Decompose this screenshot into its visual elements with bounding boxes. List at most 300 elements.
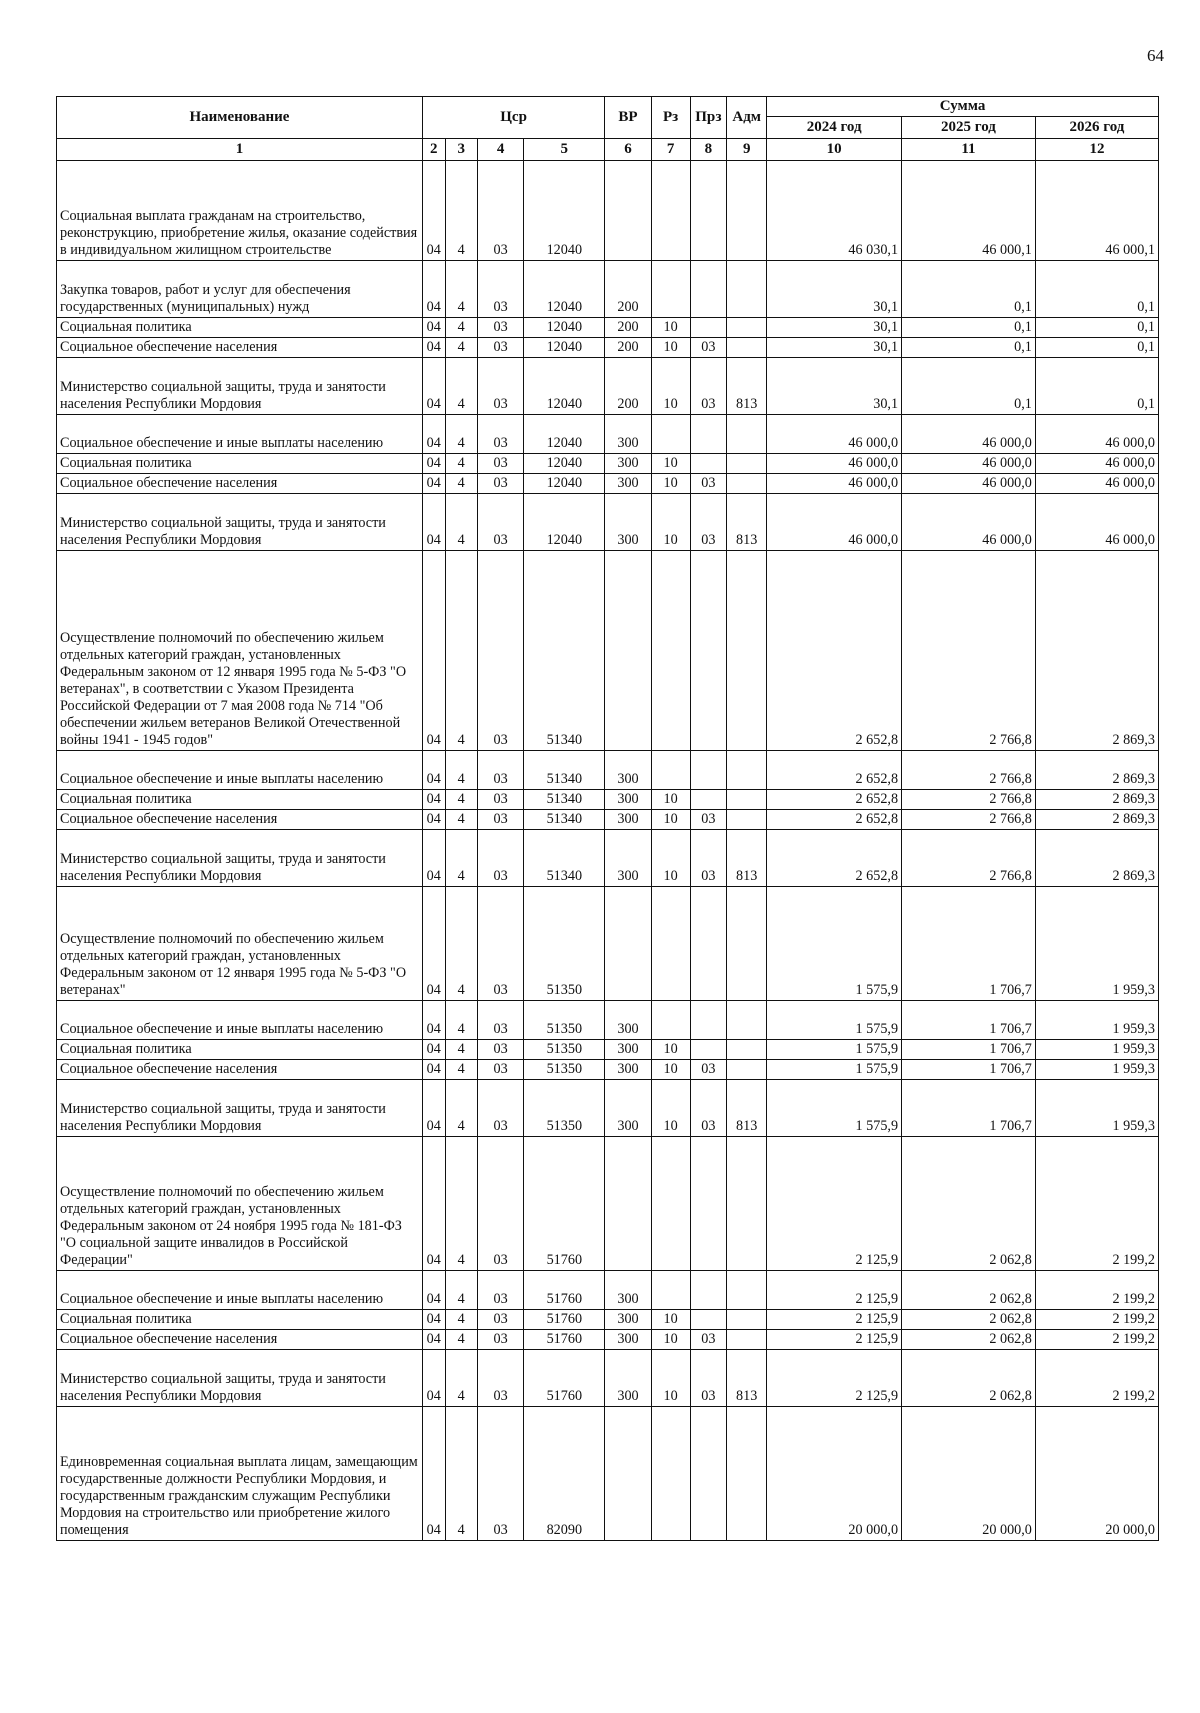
column-number: 8 — [690, 139, 727, 161]
table-row — [57, 887, 1159, 1001]
csr-part-1: 04 — [422, 830, 445, 887]
csr-part-2: 4 — [445, 1271, 477, 1310]
vr-code: 300 — [605, 1350, 651, 1407]
sum-2026: 1 959,3 — [1035, 1060, 1158, 1080]
sum-2026: 1 959,3 — [1035, 1080, 1158, 1137]
prz-code: 03 — [690, 1350, 727, 1407]
table-row — [57, 1001, 1159, 1040]
csr-part-3: 03 — [477, 1040, 523, 1060]
budget-table-body — [57, 161, 1159, 1541]
csr-part-3: 03 — [477, 358, 523, 415]
csr-part-2: 4 — [445, 261, 477, 318]
prz-code — [690, 1040, 727, 1060]
csr-part-2: 4 — [445, 1040, 477, 1060]
prz-code — [690, 415, 727, 454]
adm-code: 813 — [727, 358, 767, 415]
prz-code: 03 — [690, 1330, 727, 1350]
table-row — [57, 338, 1159, 358]
csr-part-1: 04 — [422, 790, 445, 810]
table-row — [57, 494, 1159, 551]
vr-code: 300 — [605, 830, 651, 887]
row-name: Социальное обеспечение и иные выплаты населению — [57, 1271, 423, 1310]
csr-part-4: 12040 — [524, 494, 605, 551]
csr-part-1: 04 — [422, 1407, 445, 1541]
csr-part-2: 4 — [445, 1080, 477, 1137]
rz-code: 10 — [651, 338, 690, 358]
csr-part-4: 51760 — [524, 1330, 605, 1350]
csr-part-4: 12040 — [524, 318, 605, 338]
sum-2026: 0,1 — [1035, 358, 1158, 415]
csr-part-1: 04 — [422, 1001, 445, 1040]
sum-2025: 1 706,7 — [902, 1080, 1036, 1137]
sum-2024: 2 652,8 — [767, 790, 902, 810]
adm-code — [727, 1310, 767, 1330]
rz-code: 10 — [651, 1310, 690, 1330]
row-name: Министерство социальной защиты, труда и занятости населения Республики Мордовия — [57, 358, 423, 415]
table-row — [57, 1350, 1159, 1407]
sum-2024: 46 030,1 — [767, 161, 902, 261]
row-name: Единовременная социальная выплата лицам, замещающим государственные должности Республики Мордовия, и государственным гражданским служащим Республики Мордовия на строительство или приобретение жилого помещения — [57, 1407, 423, 1541]
sum-2025: 46 000,0 — [902, 474, 1036, 494]
rz-code: 10 — [651, 318, 690, 338]
table-row — [57, 161, 1159, 261]
vr-code: 300 — [605, 1040, 651, 1060]
adm-code — [727, 161, 767, 261]
adm-code — [727, 415, 767, 454]
csr-part-2: 4 — [445, 830, 477, 887]
csr-part-3: 03 — [477, 790, 523, 810]
header-adm: Адм — [727, 97, 767, 139]
sum-2025: 2 766,8 — [902, 751, 1036, 790]
sum-2025: 1 706,7 — [902, 887, 1036, 1001]
csr-part-3: 03 — [477, 1271, 523, 1310]
adm-code — [727, 318, 767, 338]
csr-part-4: 51340 — [524, 810, 605, 830]
rz-code: 10 — [651, 1350, 690, 1407]
adm-code — [727, 887, 767, 1001]
csr-part-2: 4 — [445, 494, 477, 551]
rz-code: 10 — [651, 1060, 690, 1080]
csr-part-4: 51760 — [524, 1271, 605, 1310]
csr-part-1: 04 — [422, 1060, 445, 1080]
sum-2026: 46 000,1 — [1035, 161, 1158, 261]
row-name: Социальное обеспечение населения — [57, 810, 423, 830]
column-number: 10 — [767, 139, 902, 161]
rz-code — [651, 1271, 690, 1310]
csr-part-1: 04 — [422, 358, 445, 415]
sum-2025: 2 766,8 — [902, 830, 1036, 887]
csr-part-4: 51350 — [524, 887, 605, 1001]
csr-part-3: 03 — [477, 161, 523, 261]
adm-code — [727, 474, 767, 494]
prz-code: 03 — [690, 474, 727, 494]
sum-2024: 2 125,9 — [767, 1137, 902, 1271]
column-number: 3 — [445, 139, 477, 161]
prz-code — [690, 454, 727, 474]
sum-2025: 1 706,7 — [902, 1040, 1036, 1060]
csr-part-3: 03 — [477, 1060, 523, 1080]
sum-2025: 2 062,8 — [902, 1271, 1036, 1310]
table-row — [57, 358, 1159, 415]
column-number: 2 — [422, 139, 445, 161]
csr-part-1: 04 — [422, 1137, 445, 1271]
vr-code — [605, 887, 651, 1001]
prz-code: 03 — [690, 494, 727, 551]
sum-2025: 46 000,0 — [902, 454, 1036, 474]
adm-code — [727, 751, 767, 790]
column-number: 7 — [651, 139, 690, 161]
sum-2025: 2 062,8 — [902, 1350, 1036, 1407]
row-name: Социальное обеспечение населения — [57, 1330, 423, 1350]
rz-code: 10 — [651, 1330, 690, 1350]
rz-code: 10 — [651, 830, 690, 887]
header-rz: Рз — [651, 97, 690, 139]
row-name: Социальная политика — [57, 1040, 423, 1060]
csr-part-2: 4 — [445, 474, 477, 494]
csr-part-4: 12040 — [524, 454, 605, 474]
csr-part-2: 4 — [445, 1407, 477, 1541]
adm-code: 813 — [727, 1350, 767, 1407]
header-name: Наименование — [57, 97, 423, 139]
rz-code: 10 — [651, 1040, 690, 1060]
sum-2025: 2 766,8 — [902, 790, 1036, 810]
sum-2026: 2 869,3 — [1035, 810, 1158, 830]
table-row — [57, 1060, 1159, 1080]
adm-code — [727, 551, 767, 751]
csr-part-2: 4 — [445, 161, 477, 261]
adm-code — [727, 810, 767, 830]
prz-code: 03 — [690, 358, 727, 415]
column-number: 12 — [1035, 139, 1158, 161]
prz-code — [690, 790, 727, 810]
rz-code: 10 — [651, 358, 690, 415]
table-row — [57, 318, 1159, 338]
csr-part-1: 04 — [422, 1040, 445, 1060]
row-name: Социальное обеспечение населения — [57, 1060, 423, 1080]
sum-2024: 2 652,8 — [767, 751, 902, 790]
sum-2026: 2 869,3 — [1035, 830, 1158, 887]
vr-code: 200 — [605, 358, 651, 415]
sum-2026: 2 199,2 — [1035, 1350, 1158, 1407]
csr-part-4: 51350 — [524, 1040, 605, 1060]
sum-2025: 0,1 — [902, 338, 1036, 358]
sum-2024: 20 000,0 — [767, 1407, 902, 1541]
csr-part-4: 12040 — [524, 261, 605, 318]
vr-code: 300 — [605, 1271, 651, 1310]
rz-code: 10 — [651, 790, 690, 810]
row-name: Социальное обеспечение и иные выплаты населению — [57, 1001, 423, 1040]
csr-part-2: 4 — [445, 887, 477, 1001]
csr-part-2: 4 — [445, 1137, 477, 1271]
prz-code — [690, 1310, 727, 1330]
sum-2024: 46 000,0 — [767, 454, 902, 474]
csr-part-1: 04 — [422, 415, 445, 454]
rz-code — [651, 161, 690, 261]
rz-code: 10 — [651, 494, 690, 551]
row-name: Социальная политика — [57, 790, 423, 810]
sum-2024: 2 125,9 — [767, 1350, 902, 1407]
rz-code — [651, 1001, 690, 1040]
csr-part-2: 4 — [445, 810, 477, 830]
csr-part-2: 4 — [445, 454, 477, 474]
column-number: 9 — [727, 139, 767, 161]
sum-2025: 0,1 — [902, 318, 1036, 338]
rz-code: 10 — [651, 810, 690, 830]
table-row — [57, 1137, 1159, 1271]
row-name: Министерство социальной защиты, труда и занятости населения Республики Мордовия — [57, 1350, 423, 1407]
sum-2026: 1 959,3 — [1035, 1040, 1158, 1060]
csr-part-2: 4 — [445, 1330, 477, 1350]
adm-code — [727, 261, 767, 318]
column-number: 5 — [524, 139, 605, 161]
row-name: Закупка товаров, работ и услуг для обеспечения государственных (муниципальных) нужд — [57, 261, 423, 318]
table-row — [57, 415, 1159, 454]
row-name: Министерство социальной защиты, труда и занятости населения Республики Мордовия — [57, 494, 423, 551]
vr-code: 300 — [605, 1060, 651, 1080]
csr-part-3: 03 — [477, 454, 523, 474]
csr-part-1: 04 — [422, 1330, 445, 1350]
table-row — [57, 551, 1159, 751]
adm-code — [727, 1330, 767, 1350]
sum-2024: 1 575,9 — [767, 1001, 902, 1040]
sum-2026: 46 000,0 — [1035, 474, 1158, 494]
vr-code: 300 — [605, 1080, 651, 1137]
sum-2025: 46 000,1 — [902, 161, 1036, 261]
row-name: Социальное обеспечение населения — [57, 474, 423, 494]
csr-part-3: 03 — [477, 1407, 523, 1541]
prz-code — [690, 751, 727, 790]
adm-code — [727, 1040, 767, 1060]
sum-2025: 20 000,0 — [902, 1407, 1036, 1541]
sum-2024: 2 125,9 — [767, 1271, 902, 1310]
sum-2024: 2 652,8 — [767, 810, 902, 830]
table-row — [57, 790, 1159, 810]
prz-code — [690, 161, 727, 261]
sum-2025: 2 062,8 — [902, 1330, 1036, 1350]
table-row — [57, 1271, 1159, 1310]
csr-part-1: 04 — [422, 887, 445, 1001]
sum-2026: 0,1 — [1035, 338, 1158, 358]
csr-part-1: 04 — [422, 551, 445, 751]
sum-2024: 1 575,9 — [767, 1040, 902, 1060]
csr-part-4: 51340 — [524, 790, 605, 810]
vr-code — [605, 1407, 651, 1541]
sum-2024: 1 575,9 — [767, 1080, 902, 1137]
prz-code — [690, 1001, 727, 1040]
row-name: Социальная политика — [57, 1310, 423, 1330]
sum-2025: 2 062,8 — [902, 1137, 1036, 1271]
rz-code — [651, 751, 690, 790]
budget-table — [56, 96, 1159, 1541]
table-row — [57, 1040, 1159, 1060]
prz-code — [690, 1271, 727, 1310]
row-name: Социальное обеспечение населения — [57, 338, 423, 358]
vr-code: 200 — [605, 338, 651, 358]
csr-part-1: 04 — [422, 454, 445, 474]
sum-2025: 46 000,0 — [902, 494, 1036, 551]
csr-part-1: 04 — [422, 261, 445, 318]
table-row — [57, 751, 1159, 790]
sum-2024: 1 575,9 — [767, 1060, 902, 1080]
row-name: Осуществление полномочий по обеспечению жильем отдельных категорий граждан, установленных Федеральным законом от 12 января 1995 года № 5-ФЗ "О ветеранах" — [57, 887, 423, 1001]
prz-code — [690, 318, 727, 338]
header-2024: 2024 год — [767, 117, 902, 139]
row-name: Министерство социальной защиты, труда и занятости населения Республики Мордовия — [57, 1080, 423, 1137]
csr-part-4: 51760 — [524, 1310, 605, 1330]
table-row — [57, 1407, 1159, 1541]
sum-2024: 2 652,8 — [767, 830, 902, 887]
csr-part-2: 4 — [445, 1001, 477, 1040]
vr-code: 300 — [605, 1310, 651, 1330]
table-row — [57, 1330, 1159, 1350]
row-name: Социальное обеспечение и иные выплаты населению — [57, 415, 423, 454]
sum-2024: 2 652,8 — [767, 551, 902, 751]
sum-2026: 46 000,0 — [1035, 454, 1158, 474]
vr-code: 200 — [605, 261, 651, 318]
csr-part-4: 12040 — [524, 474, 605, 494]
sum-2026: 1 959,3 — [1035, 1001, 1158, 1040]
prz-code — [690, 887, 727, 1001]
row-name: Социальная политика — [57, 318, 423, 338]
column-number-row — [57, 139, 1159, 161]
sum-2026: 0,1 — [1035, 318, 1158, 338]
sum-2026: 2 199,2 — [1035, 1330, 1158, 1350]
header-prz: Прз — [690, 97, 727, 139]
csr-part-4: 51350 — [524, 1060, 605, 1080]
csr-part-4: 51760 — [524, 1350, 605, 1407]
table-row — [57, 474, 1159, 494]
csr-part-3: 03 — [477, 751, 523, 790]
rz-code: 10 — [651, 1080, 690, 1137]
sum-2025: 2 766,8 — [902, 551, 1036, 751]
vr-code — [605, 551, 651, 751]
csr-part-1: 04 — [422, 318, 445, 338]
sum-2025: 2 766,8 — [902, 810, 1036, 830]
sum-2026: 1 959,3 — [1035, 887, 1158, 1001]
adm-code: 813 — [727, 830, 767, 887]
csr-part-2: 4 — [445, 318, 477, 338]
csr-part-3: 03 — [477, 415, 523, 454]
sum-2025: 0,1 — [902, 261, 1036, 318]
vr-code: 200 — [605, 318, 651, 338]
csr-part-3: 03 — [477, 810, 523, 830]
adm-code — [727, 1271, 767, 1310]
sum-2025: 0,1 — [902, 358, 1036, 415]
sum-2026: 2 869,3 — [1035, 751, 1158, 790]
csr-part-4: 82090 — [524, 1407, 605, 1541]
csr-part-3: 03 — [477, 261, 523, 318]
csr-part-4: 51760 — [524, 1137, 605, 1271]
csr-part-1: 04 — [422, 1080, 445, 1137]
prz-code: 03 — [690, 1060, 727, 1080]
row-name: Социальное обеспечение и иные выплаты населению — [57, 751, 423, 790]
column-number: 4 — [477, 139, 523, 161]
column-number: 6 — [605, 139, 651, 161]
sum-2025: 1 706,7 — [902, 1001, 1036, 1040]
prz-code: 03 — [690, 1080, 727, 1137]
csr-part-3: 03 — [477, 494, 523, 551]
sum-2026: 46 000,0 — [1035, 494, 1158, 551]
sum-2026: 2 199,2 — [1035, 1137, 1158, 1271]
row-name: Социальная выплата гражданам на строительство, реконструкцию, приобретение жилья, оказание содействия в индивидуальном жилищном строительстве — [57, 161, 423, 261]
sum-2026: 2 869,3 — [1035, 551, 1158, 751]
csr-part-3: 03 — [477, 338, 523, 358]
csr-part-4: 12040 — [524, 161, 605, 261]
csr-part-4: 51340 — [524, 751, 605, 790]
sum-2024: 46 000,0 — [767, 494, 902, 551]
sum-2024: 2 125,9 — [767, 1310, 902, 1330]
csr-part-1: 04 — [422, 751, 445, 790]
csr-part-1: 04 — [422, 338, 445, 358]
adm-code — [727, 1407, 767, 1541]
adm-code — [727, 1137, 767, 1271]
sum-2024: 30,1 — [767, 358, 902, 415]
csr-part-2: 4 — [445, 415, 477, 454]
row-name: Социальная политика — [57, 454, 423, 474]
sum-2026: 46 000,0 — [1035, 415, 1158, 454]
adm-code: 813 — [727, 494, 767, 551]
table-row — [57, 810, 1159, 830]
sum-2026: 20 000,0 — [1035, 1407, 1158, 1541]
adm-code — [727, 338, 767, 358]
page-number: 64 — [1147, 46, 1164, 65]
table-row — [57, 830, 1159, 887]
vr-code: 300 — [605, 810, 651, 830]
prz-code — [690, 261, 727, 318]
header-2025: 2025 год — [902, 117, 1036, 139]
rz-code — [651, 1137, 690, 1271]
csr-part-3: 03 — [477, 1310, 523, 1330]
sum-2024: 30,1 — [767, 318, 902, 338]
rz-code — [651, 887, 690, 1001]
row-name: Осуществление полномочий по обеспечению жильем отдельных категорий граждан, установленных Федеральным законом от 24 ноября 1995 года № 181-ФЗ "О социальной защите инвалидов в Российской Федерации" — [57, 1137, 423, 1271]
table-row — [57, 454, 1159, 474]
csr-part-1: 04 — [422, 1350, 445, 1407]
prz-code: 03 — [690, 338, 727, 358]
csr-part-3: 03 — [477, 1080, 523, 1137]
row-name: Министерство социальной защиты, труда и занятости населения Республики Мордовия — [57, 830, 423, 887]
csr-part-3: 03 — [477, 318, 523, 338]
header-sum: Сумма — [767, 97, 1159, 117]
csr-part-2: 4 — [445, 338, 477, 358]
sum-2025: 46 000,0 — [902, 415, 1036, 454]
sum-2024: 1 575,9 — [767, 887, 902, 1001]
adm-code — [727, 790, 767, 810]
prz-code — [690, 551, 727, 751]
vr-code: 300 — [605, 474, 651, 494]
adm-code — [727, 454, 767, 474]
csr-part-4: 12040 — [524, 415, 605, 454]
csr-part-1: 04 — [422, 161, 445, 261]
adm-code — [727, 1001, 767, 1040]
column-number: 1 — [57, 139, 423, 161]
csr-part-1: 04 — [422, 1271, 445, 1310]
table-row — [57, 261, 1159, 318]
prz-code — [690, 1137, 727, 1271]
table-row — [57, 1080, 1159, 1137]
rz-code — [651, 1407, 690, 1541]
rz-code — [651, 415, 690, 454]
rz-code — [651, 551, 690, 751]
vr-code: 300 — [605, 751, 651, 790]
vr-code: 300 — [605, 1001, 651, 1040]
csr-part-4: 51350 — [524, 1001, 605, 1040]
adm-code — [727, 1060, 767, 1080]
sum-2024: 46 000,0 — [767, 415, 902, 454]
vr-code — [605, 161, 651, 261]
csr-part-2: 4 — [445, 551, 477, 751]
sum-2024: 30,1 — [767, 261, 902, 318]
